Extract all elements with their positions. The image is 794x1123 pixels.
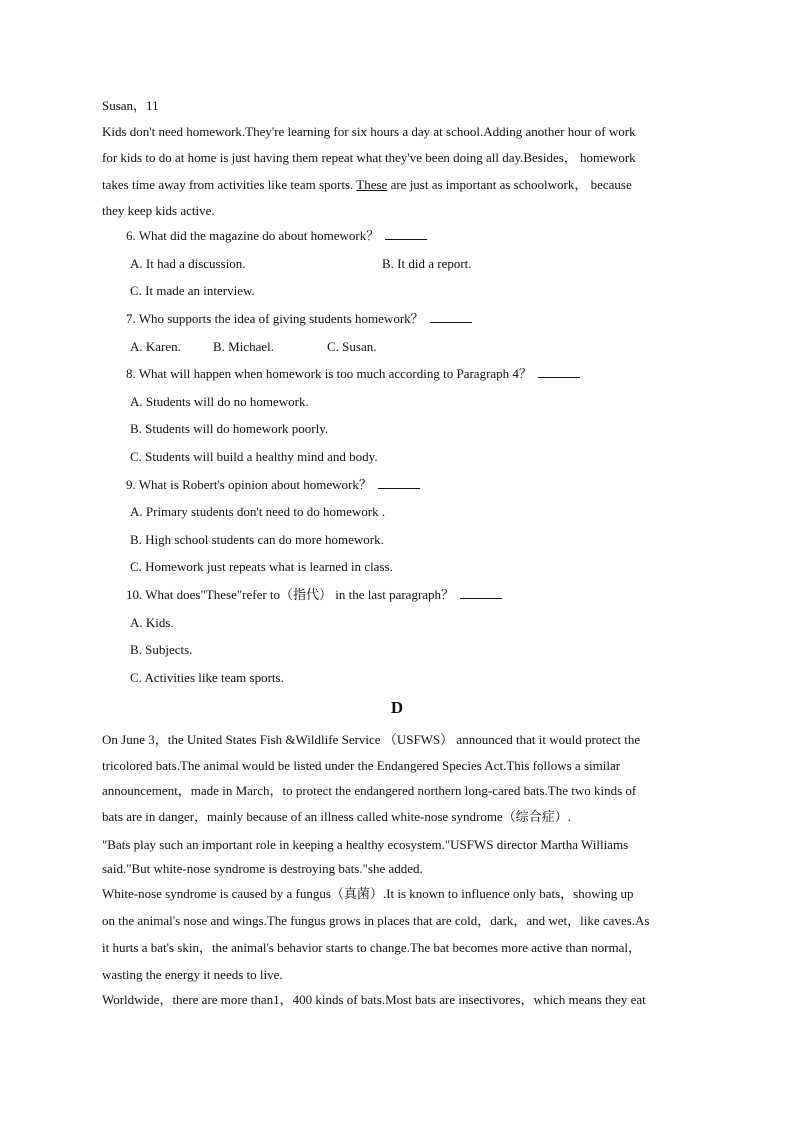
option-b: B. Michael.: [213, 339, 275, 354]
option-b: B. Subjects.: [130, 642, 193, 657]
question-stem: 7. Who supports the idea of giving students homework？: [126, 311, 424, 326]
passage-text: are just as important as schoolwork， because: [387, 177, 632, 192]
passage-line: Worldwide，there are more than1，400 kinds of bats.Most bats are insectivores，which means they eat: [102, 992, 646, 1007]
passage-line: said."But white-nose syndrome is destroying bats."she added.: [102, 861, 423, 876]
answer-blank[interactable]: [385, 228, 427, 240]
option-c: C. Students will build a healthy mind and body.: [130, 449, 378, 464]
question-6: [126, 228, 427, 244]
option-b: B. It did a report.: [382, 256, 472, 271]
question-stem: 9. What is Robert's opinion about homework？: [126, 477, 372, 492]
option-b: B. High school students can do more homework.: [130, 532, 384, 547]
passage-line: they keep kids active.: [102, 203, 215, 218]
passage-line: wasting the energy it needs to live.: [102, 967, 283, 982]
passage-text: takes time away from activities like team sports.: [102, 177, 357, 192]
option-a: A. Karen.: [130, 339, 181, 354]
question-10: [126, 587, 502, 603]
underlined-word: These: [356, 177, 388, 192]
option-c: C. Homework just repeats what is learned in class.: [130, 559, 393, 574]
passage-line: for kids to do at home is just having them repeat what they've been doing all day.Besides， homework: [102, 150, 636, 165]
option-a: A. It had a discussion.: [130, 256, 246, 271]
option-c: C. Susan.: [327, 339, 377, 354]
option-a: A. Primary students don't need to do homework .: [130, 504, 386, 519]
passage-line: tricolored bats.The animal would be listed under the Endangered Species Act.This follows a similar: [102, 758, 621, 773]
option-a: A. Students will do no homework.: [130, 394, 309, 409]
option-b: B. Students will do homework poorly.: [130, 421, 329, 436]
passage-line: Kids don't need homework.They're learning for six hours a day at school.Adding another hour of work: [102, 124, 636, 139]
passage-line: "Bats play such an important role in keeping a healthy ecosystem."USFWS director Martha Williams: [102, 837, 629, 852]
question-9: [126, 477, 420, 493]
question-7: [126, 311, 472, 327]
answer-blank[interactable]: [378, 477, 420, 489]
passage-line: it hurts a bat's skin，the animal's behavior starts to change.The bat becomes more active than normal，: [102, 940, 641, 955]
passage-line: bats are in danger，mainly because of an illness called white-nose syndrome（综合症）.: [102, 809, 571, 824]
passage-line: on the animal's nose and wings.The fungus grows in places that are cold，dark，and wet，like caves.As: [102, 913, 650, 928]
passage-line: On June 3，the United States Fish &Wildlife Service （USFWS） announced that it would protect the: [102, 732, 641, 747]
option-a: A. Kids.: [130, 615, 174, 630]
question-stem: 10. What does"These"refer to（指代） in the last paragraph？: [126, 587, 455, 602]
option-c: C. It made an interview.: [130, 283, 255, 298]
author-line: Susan，11: [102, 98, 159, 113]
option-c: C. Activities like team sports.: [130, 670, 284, 685]
question-8: [126, 366, 580, 382]
passage-line: White-nose syndrome is caused by a fungus（真菌）.It is known to influence only bats，showing up: [102, 886, 634, 901]
question-stem: 6. What did the magazine do about homework？: [126, 228, 380, 243]
answer-blank[interactable]: [460, 587, 502, 599]
answer-blank[interactable]: [430, 311, 472, 323]
question-stem: 8. What will happen when homework is too much according to Paragraph 4？: [126, 366, 532, 381]
passage-line: announcement，made in March，to protect the endangered northern long-cared bats.The two kinds of: [102, 783, 637, 798]
answer-blank[interactable]: [538, 366, 580, 378]
passage-line: [102, 177, 632, 193]
section-heading: D: [390, 698, 404, 717]
